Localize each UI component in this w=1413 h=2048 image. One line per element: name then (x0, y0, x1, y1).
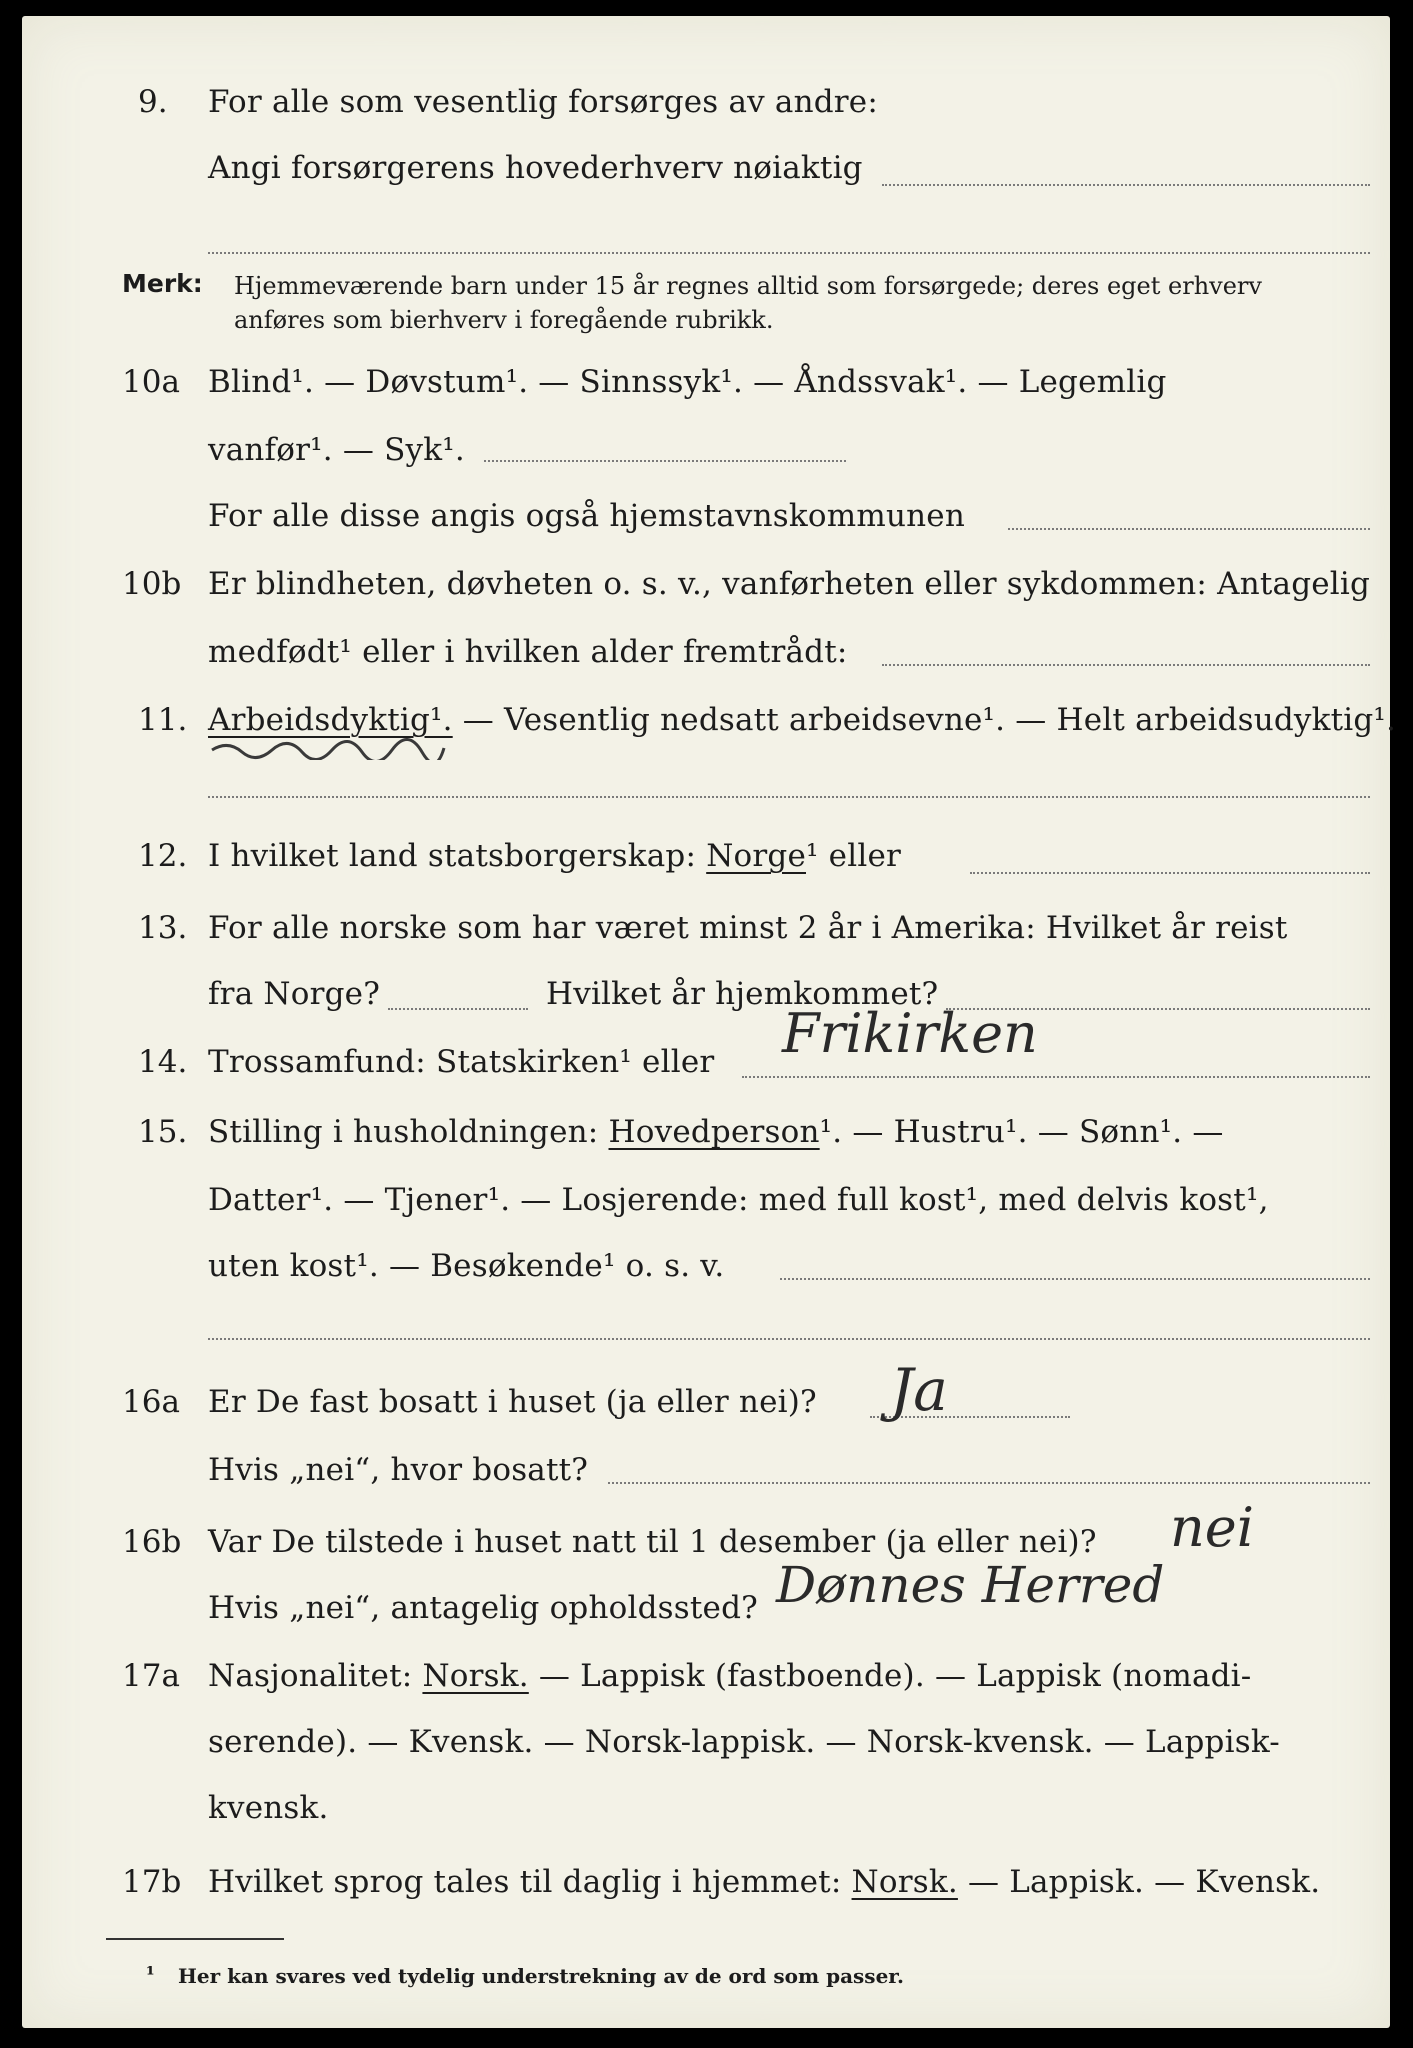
question-text: serende). — Kvensk. — Norsk-lappisk. — Norsk-kvensk. — Lappisk- (208, 1724, 1280, 1760)
underlined-answer: Norsk. (422, 1658, 529, 1694)
question-text: medfødt¹ eller i hvilken alder fremtrådt: (208, 634, 848, 670)
question-text: Hvis „nei“, antagelig opholdssted? (208, 1590, 758, 1626)
question-text: fra Norge? (208, 976, 381, 1012)
question-text: Blind¹. — Døvstum¹. — Sinnssyk¹. — Åndssvak¹. — Legemlig (208, 364, 1167, 400)
question-text: Er De fast bosatt i huset (ja eller nei)? (208, 1384, 817, 1420)
answer-line (882, 664, 1370, 666)
note-label: Merk: (122, 269, 203, 298)
question-text: Arbeidsdyktig¹. — Vesentlig nedsatt arbeidsevne¹. — Helt arbeidsudyktig¹. (208, 702, 1397, 738)
answer-line (208, 252, 1370, 254)
answer-line (1008, 528, 1370, 530)
question-text: Datter¹. — Tjener¹. — Losjerende: med full kost¹, med delvis kost¹, (208, 1182, 1269, 1218)
item-number: 17b (122, 1864, 182, 1900)
question-text: vanfør¹. — Syk¹. (208, 432, 465, 468)
question-text: Hvis „nei“, hvor bosatt? (208, 1452, 589, 1488)
underlined-answer: Norsk. (851, 1864, 958, 1900)
question-text: kvensk. (208, 1790, 329, 1826)
census-form-page (22, 16, 1397, 2028)
item-number: 9. (138, 84, 168, 120)
question-text: Er blindheten, døvheten o. s. v., vanførheten eller sykdommen: Antagelig (208, 566, 1371, 602)
item-number: 17a (122, 1658, 180, 1694)
question-text: Var De tilstede i huset natt til 1 desember (ja eller nei)? (208, 1524, 1097, 1560)
question-text: Angi forsørgerens hovederhverv nøiaktig (208, 150, 863, 186)
question-text: For alle disse angis også hjemstavnskommunen (208, 498, 965, 534)
answer-line (208, 1338, 1370, 1340)
footnote-mark: ¹ (146, 1962, 155, 1986)
answer-line (882, 184, 1370, 186)
item-number: 16b (122, 1524, 182, 1560)
underlined-answer: Norge (706, 838, 806, 874)
handwritten-answer: Frikirken (782, 1002, 1038, 1065)
answer-line (208, 796, 1370, 798)
item-number: 13. (138, 910, 188, 946)
question-text: uten kost¹. — Besøkende¹ o. s. v. (208, 1248, 725, 1284)
answer-line (742, 1076, 1370, 1078)
underlined-answer: Hovedperson (608, 1114, 820, 1150)
item-number: 16a (122, 1384, 180, 1420)
item-number: 12. (138, 838, 188, 874)
note-text: anføres som bierhverv i foregående rubrikk. (234, 306, 774, 334)
answer-line (970, 872, 1370, 874)
item-number: 14. (138, 1044, 188, 1080)
item-number: 15. (138, 1114, 188, 1150)
handwritten-underline-mark (208, 738, 448, 760)
handwritten-answer: nei (1170, 1496, 1255, 1559)
item-number: 10b (122, 566, 182, 602)
footnote-rule (106, 1938, 284, 1940)
answer-line (484, 460, 846, 462)
note-text: Hjemmeværende barn under 15 år regnes alltid som forsørgede; deres eget erhverv (234, 272, 1262, 300)
answer-line (608, 1482, 1370, 1484)
question-text: Trossamfund: Statskirken¹ eller (208, 1044, 715, 1080)
handwritten-answer: Dønnes Herred (776, 1556, 1165, 1614)
question-text: Hvilket år hjemkommet? (546, 976, 939, 1012)
underlined-answer: Arbeidsdyktig¹. (208, 702, 453, 738)
question-text: For alle som vesentlig forsørges av andre: (208, 84, 878, 120)
question-text: Hvilket sprog tales til daglig i hjemmet: Norsk. — Lappisk. — Kvensk. (208, 1864, 1321, 1900)
item-number: 11. (138, 702, 188, 738)
handwritten-answer: Ja (890, 1356, 948, 1424)
question-text: Stilling i husholdningen: Hovedperson¹. — Hustru¹. — Sønn¹. — (208, 1114, 1224, 1150)
question-text: Nasjonalitet: Norsk. — Lappisk (fastboende). — Lappisk (nomadi- (208, 1658, 1252, 1694)
question-text: I hvilket land statsborgerskap: Norge¹ eller (208, 838, 902, 874)
footnote-text: Her kan svares ved tydelig understrekning av de ord som passer. (178, 1964, 904, 1988)
item-number: 10a (122, 364, 180, 400)
answer-line (388, 1008, 528, 1010)
question-text: For alle norske som har været minst 2 år i Amerika: Hvilket år reist (208, 910, 1288, 946)
answer-line (780, 1278, 1370, 1280)
